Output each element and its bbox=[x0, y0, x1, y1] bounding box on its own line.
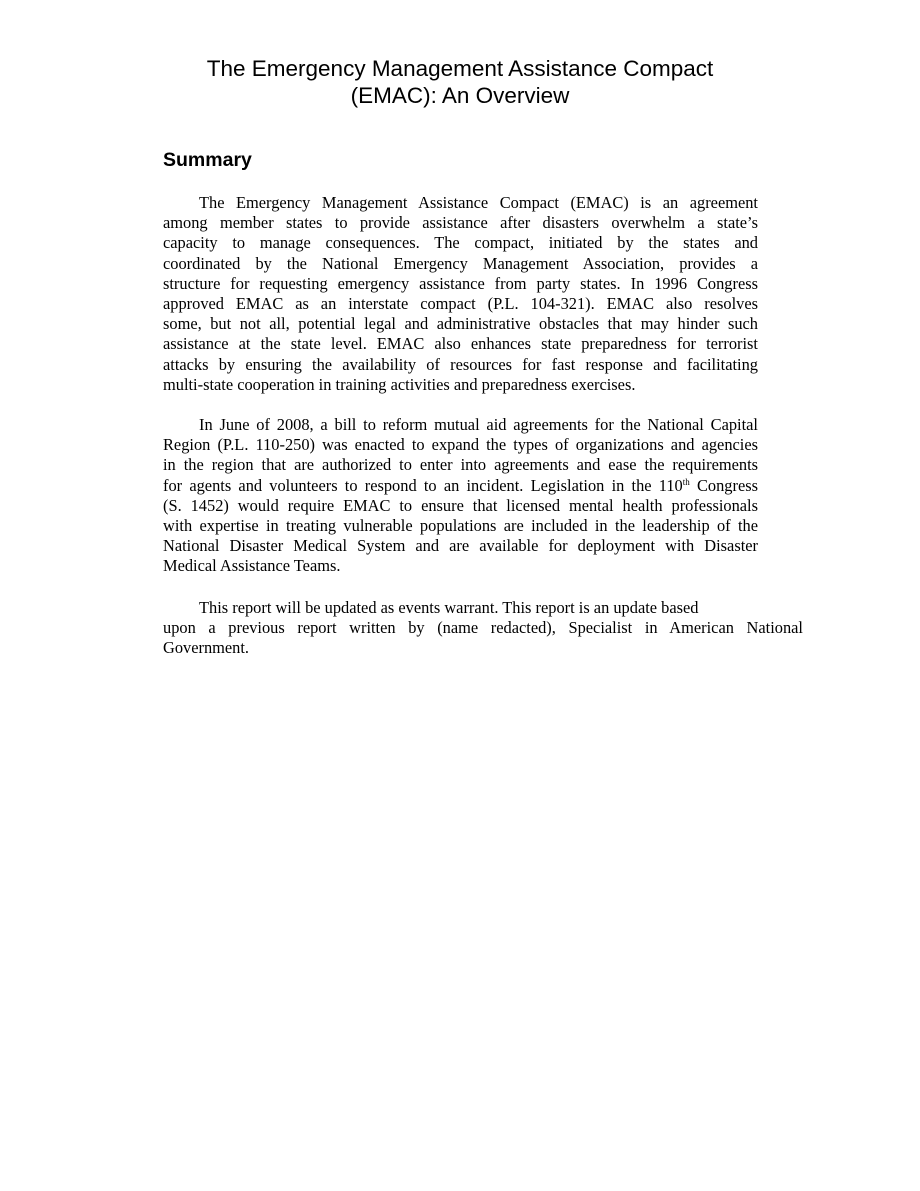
page-title bbox=[150, 55, 770, 109]
line-text: for agents and volunteers to respond to an incident. Legislation in the 110 bbox=[163, 475, 683, 495]
summary-paragraph-1 bbox=[163, 193, 758, 395]
paragraph-line: Region (P.L. 110-250) was enacted to expand the types of organizations and agencies bbox=[163, 435, 758, 455]
title-line-2: (EMAC): An Overview bbox=[350, 83, 570, 108]
paragraph-line: structure for requesting emergency assistance from party states. In 1996 Congress bbox=[163, 273, 758, 293]
paragraph-line: assistance at the state level. EMAC also enhances state preparedness for terrorist bbox=[163, 334, 758, 354]
paragraph-line: multi-state cooperation in training activities and preparedness exercises. bbox=[163, 374, 636, 394]
paragraph-line: in the region that are authorized to enter into agreements and ease the requirements bbox=[163, 455, 758, 475]
ordinal-superscript: th bbox=[682, 476, 690, 487]
paragraph-line: among member states to provide assistance after disasters overwhelm a state’s bbox=[163, 213, 758, 233]
summary-heading: Summary bbox=[163, 149, 252, 171]
paragraph-line: In June of 2008, a bill to reform mutual aid agreements for the National Capital bbox=[199, 415, 758, 434]
paragraph-line: Medical Assistance Teams. bbox=[163, 556, 341, 576]
paragraph-line: some, but not all, potential legal and administrative obstacles that may hinder such bbox=[163, 314, 758, 334]
paragraph-line: (S. 1452) would require EMAC to ensure that licensed mental health professionals bbox=[163, 495, 758, 515]
summary-paragraph-3 bbox=[163, 598, 803, 659]
paragraph-line: The Emergency Management Assistance Compact (EMAC) is an agreement bbox=[199, 193, 758, 212]
paragraph-line: Government. bbox=[163, 638, 250, 658]
paragraph-line: coordinated by the National Emergency Management Association, provides a bbox=[163, 253, 758, 273]
paragraph-line: attacks by ensuring the availability of resources for fast response and facilitating bbox=[163, 354, 758, 374]
paragraph-line: approved EMAC as an interstate compact (P.L. 104-321). EMAC also resolves bbox=[163, 293, 758, 313]
paragraph-line: upon a previous report written by (name redacted), Specialist in American National bbox=[163, 618, 803, 638]
paragraph-line: with expertise in treating vulnerable populations are included in the leadership of the bbox=[163, 515, 758, 535]
summary-paragraph-2 bbox=[163, 415, 758, 577]
line-text: Congress bbox=[689, 475, 758, 495]
paragraph-line: capacity to manage consequences. The compact, initiated by the states and bbox=[163, 233, 758, 253]
title-line-1: The Emergency Management Assistance Compact bbox=[206, 56, 714, 81]
paragraph-line-with-superscript bbox=[163, 476, 758, 496]
paragraph-line: This report will be updated as events warrant. This report is an update based bbox=[199, 598, 699, 617]
paragraph-line: National Disaster Medical System and are available for deployment with Disaster bbox=[163, 536, 758, 556]
